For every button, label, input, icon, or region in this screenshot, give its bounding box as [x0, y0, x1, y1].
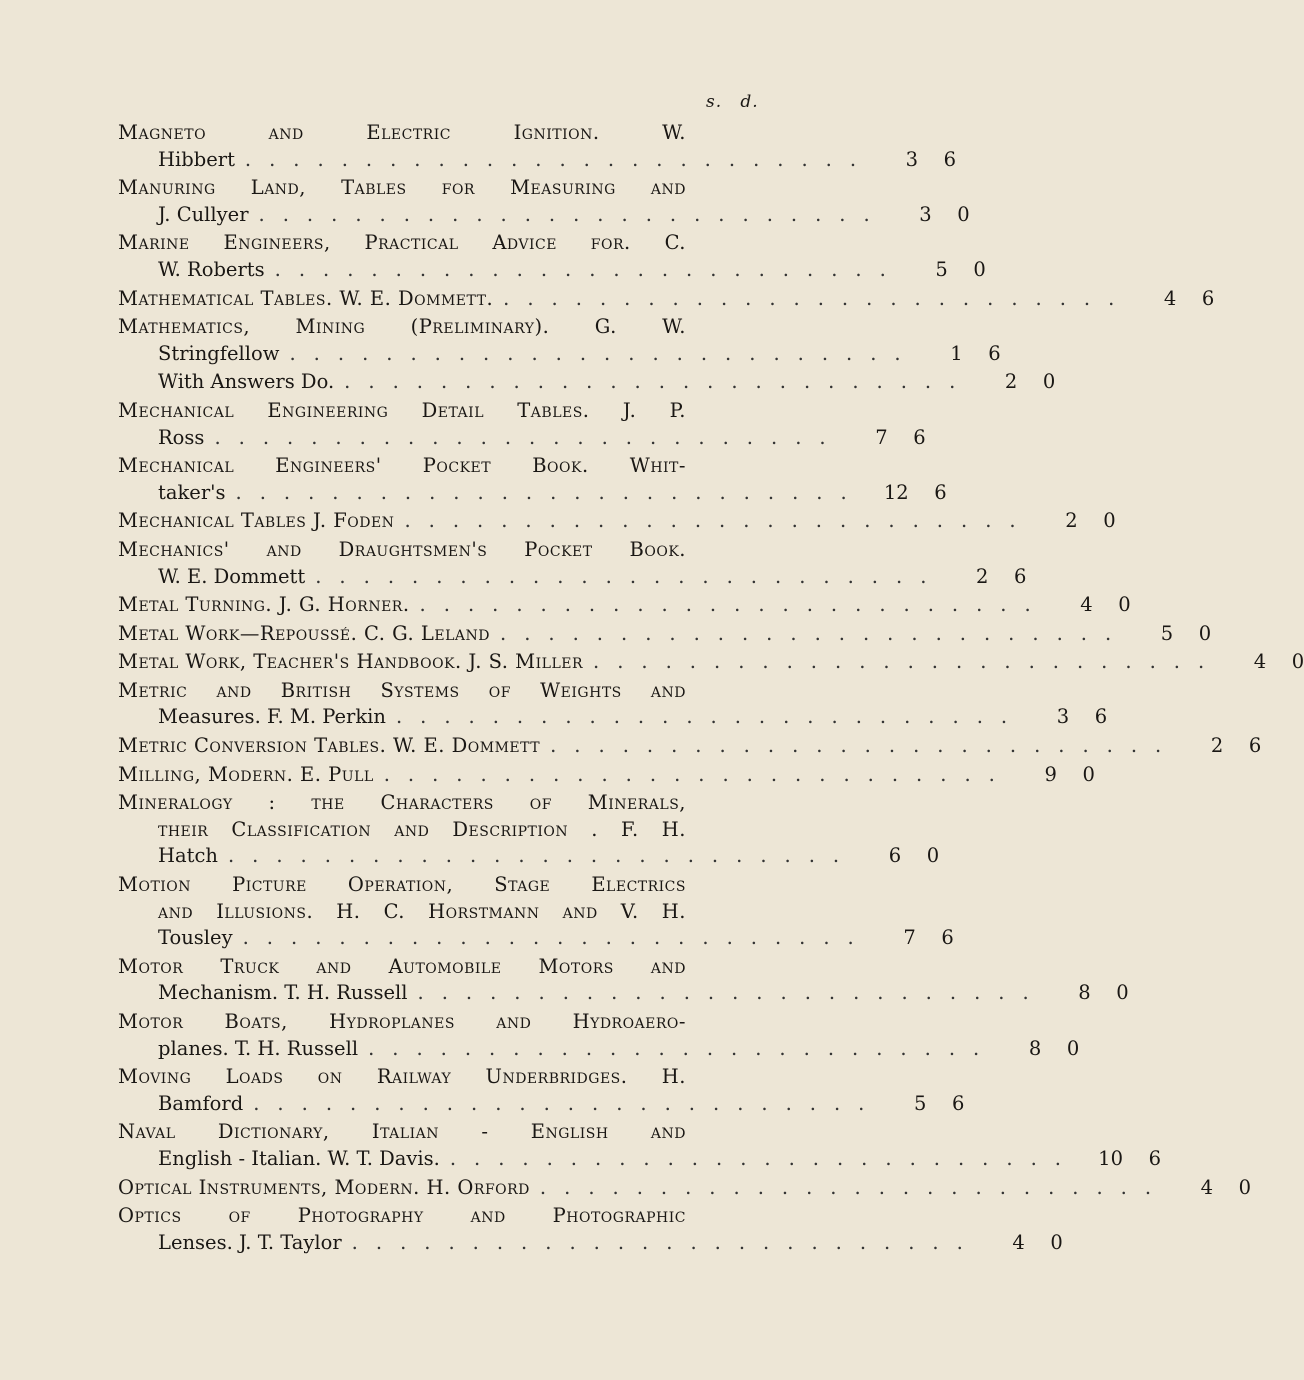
entry-continuation: Lenses. J. T. Taylor [158, 1230, 342, 1254]
dot-leader: .......................... [550, 734, 1180, 758]
price-shillings: 3 [1056, 705, 1070, 729]
entry-title-line [118, 872, 768, 899]
price-pence: 0 [1291, 650, 1304, 674]
entry-title-line [118, 1009, 768, 1036]
entry-title-line [118, 1119, 768, 1146]
price [1079, 1146, 1161, 1173]
price-pence: 6 [1248, 734, 1262, 758]
entry-title: Mathematics, Mining (Preliminary). G. W. [118, 315, 686, 339]
entry-price-line [118, 762, 1095, 789]
entry-title: Marine Engineers, Practical Advice for. C. [118, 231, 686, 255]
price-pence: 0 [1118, 593, 1131, 617]
entry-continuation: W. E. Dommett [158, 564, 306, 588]
entry-title: Optics of Photography and Photographic [118, 1204, 686, 1228]
entry-title: Metric Conversion Tables. W. E. Dommett [118, 734, 541, 758]
entry-continuation: planes. T. H. Russell [158, 1036, 359, 1060]
price-pence: 6 [934, 480, 947, 504]
dot-leader: .......................... [500, 621, 1130, 645]
entry-title-line [118, 1064, 768, 1091]
list-item [118, 1119, 1161, 1172]
list-item [118, 398, 926, 451]
price-pence: 0 [1050, 1230, 1063, 1254]
entry-price-line [118, 369, 1056, 396]
price-shillings: 8 [1028, 1036, 1042, 1060]
entry-price-line [118, 649, 1304, 676]
list-item [118, 314, 1001, 367]
dot-leader: .......................... [344, 370, 974, 394]
price [882, 1091, 964, 1118]
entry-price-line [118, 425, 926, 452]
entry-price-line [118, 508, 1116, 535]
list-item [118, 175, 970, 228]
dot-leader: .......................... [242, 926, 872, 950]
price-pence: 6 [913, 425, 926, 449]
price-shillings: 8 [1078, 981, 1091, 1005]
entry-title: Mineralogy : the Characters of Minerals, [118, 791, 686, 815]
price-shillings: 12 [883, 480, 909, 504]
price-pence: 6 [988, 341, 1001, 365]
entry-price-line [118, 1091, 965, 1118]
list-item [118, 621, 1212, 648]
price-pence: 0 [1082, 762, 1095, 786]
price [1013, 762, 1095, 789]
list-item [118, 762, 1095, 789]
price-pence: 0 [957, 202, 970, 226]
list-item [118, 872, 954, 952]
dot-leader: .......................... [503, 286, 1133, 310]
dot-leader: .......................... [593, 650, 1223, 674]
entry-continuation: taker's [158, 480, 226, 504]
dot-leader: .......................... [214, 425, 844, 449]
list-item [118, 453, 947, 506]
entry-continuation: J. Cullyer [158, 202, 249, 226]
entry-title: Magneto and Electric Ignition. W. [118, 121, 686, 144]
entry-price-line [118, 592, 1131, 619]
entry-price-line [118, 704, 1108, 731]
entry-title: Mechanical Engineers' Pocket Book. Whit- [118, 454, 686, 478]
dot-leader: .......................... [404, 509, 1034, 533]
entry-price-line [118, 564, 1027, 591]
entry-title: Optical Instruments, Modern. H. Orford [118, 1175, 530, 1199]
entry-price-line [118, 480, 947, 507]
entry-title-line [118, 314, 768, 341]
list-item [118, 537, 1027, 590]
price [872, 925, 954, 952]
list-item [118, 1175, 1252, 1202]
price-pence: 6 [1148, 1146, 1161, 1170]
price-shillings: 7 [875, 425, 888, 449]
entry-title-line [118, 1203, 768, 1230]
entry-title: Metric and British Systems of Weights and [118, 678, 686, 702]
dot-leader: .......................... [253, 1091, 883, 1115]
entry-title: Moving Loads on Railway Underbridges. H. [118, 1065, 686, 1089]
price-pence: 0 [1066, 1036, 1080, 1060]
price [919, 341, 1001, 368]
entry-price-line [118, 1146, 1161, 1173]
list-item [118, 369, 1056, 396]
dot-leader: .......................... [258, 202, 888, 226]
dot-leader: .......................... [274, 257, 904, 281]
entry-title: Mechanics' and Draughtsmen's Pocket Book. [118, 537, 686, 561]
price-shillings: 4 [1253, 650, 1267, 674]
dot-leader: .......................... [395, 705, 1026, 729]
dot-leader: .......................... [383, 762, 1013, 786]
list-item [118, 286, 1215, 313]
price-shillings: 1 [950, 341, 963, 365]
dot-leader: .......................... [449, 1146, 1079, 1170]
list-item [118, 1009, 1080, 1062]
price-pence: 0 [1198, 621, 1212, 645]
entry-title-line [118, 175, 768, 202]
price [874, 147, 956, 174]
entry-title: Mathematical Tables. W. E. Dommett. [118, 286, 494, 310]
price [1049, 592, 1131, 619]
price [1222, 649, 1304, 676]
entry-continuation: English - Italian. W. T. Davis. [158, 1146, 440, 1170]
entry-price-line [118, 147, 957, 174]
entry-title-line [118, 537, 768, 564]
price [1047, 980, 1129, 1007]
dot-leader: .......................... [539, 1175, 1170, 1199]
entry-price-line [118, 843, 940, 870]
entry-title: Motion Picture Operation, Stage Electrics [118, 873, 686, 897]
entry-price-line [118, 286, 1215, 313]
price [1025, 704, 1107, 731]
entry-continuation: Tousley [158, 926, 233, 950]
entry-title-line [118, 453, 768, 480]
list-item [118, 954, 1129, 1007]
entry-title: With Answers Do. [158, 370, 335, 394]
entry-title-line [118, 790, 768, 817]
entry-title: Motor Truck and Automobile Motors and [118, 954, 686, 978]
entry-continuation: Hibbert [158, 147, 235, 171]
price-shillings: 3 [905, 147, 919, 171]
price-shillings: 2 [975, 564, 989, 588]
entry-price-line [118, 341, 1001, 368]
price [888, 202, 970, 229]
price-shillings: 2 [1065, 509, 1078, 533]
price-shillings: 6 [888, 844, 902, 868]
entry-title: Metal Turning. J. G. Horner. [118, 593, 410, 617]
dot-leader: .......................... [227, 844, 858, 868]
price-shillings: 10 [1098, 1146, 1123, 1170]
entry-title: Manuring Land, Tables for Measuring and [118, 176, 686, 200]
price [1034, 508, 1116, 535]
list-item [118, 790, 940, 870]
price-pence: 6 [941, 926, 954, 950]
price-shillings: 4 [1012, 1230, 1025, 1254]
price-pence: 0 [973, 257, 986, 281]
entry-continuation: their Classification and Description . F. H. [158, 817, 686, 841]
price-shillings: 4 [1200, 1175, 1214, 1199]
entry-continuation: Mechanism. T. H. Russell [158, 981, 408, 1005]
price [1132, 286, 1214, 313]
entry-continuation: Ross [158, 425, 205, 449]
price-pence: 6 [1201, 286, 1215, 310]
price [904, 257, 986, 284]
price-shillings: 4 [1080, 593, 1093, 617]
price-shillings: 5 [913, 1091, 927, 1115]
price-pence: 6 [951, 1091, 965, 1115]
list-item [118, 1064, 965, 1117]
entry-continuation: Measures. F. M. Perkin [158, 705, 386, 729]
price-shillings: 2 [1210, 734, 1224, 758]
price-shillings: 3 [919, 202, 932, 226]
price-pence: 0 [926, 844, 940, 868]
entry-price-line [118, 1175, 1252, 1202]
price-pence: 0 [1116, 981, 1129, 1005]
entry-price-line [118, 733, 1262, 760]
price-pence: 0 [1103, 509, 1116, 533]
entry-title: Milling, Modern. E. Pull [118, 762, 374, 786]
entry-price-line [118, 980, 1129, 1007]
price-pence: 6 [943, 147, 957, 171]
price-pence: 0 [1238, 1175, 1252, 1199]
list-item [118, 508, 1116, 535]
list-item [118, 678, 1108, 731]
entry-title-line [118, 398, 768, 425]
entry-price-line [118, 257, 986, 284]
entry-title-line [118, 120, 768, 147]
entry-price-line [118, 925, 954, 952]
entry-continuation: Bamford [158, 1091, 244, 1115]
price-shillings: 9 [1044, 762, 1057, 786]
entry-continuation: W. Roberts [158, 257, 265, 281]
price-shillings: 5 [935, 257, 948, 281]
price [1179, 733, 1261, 760]
price-pence: 6 [1094, 705, 1108, 729]
entry-price-line [118, 1230, 1063, 1257]
price [844, 425, 926, 452]
dot-leader: .......................... [419, 593, 1049, 617]
price-pence: 6 [1013, 564, 1027, 588]
dot-leader: .......................... [244, 147, 875, 171]
entry-continuation: Stringfellow [158, 341, 280, 365]
dot-leader: .......................... [368, 1036, 998, 1060]
entry-title: Mechanical Tables J. Foden [118, 509, 395, 533]
book-list [118, 120, 1304, 1258]
list-item [118, 1203, 1063, 1256]
list-item [118, 649, 1304, 676]
price [997, 1036, 1079, 1063]
dot-leader: .......................... [235, 480, 865, 504]
price [865, 480, 947, 507]
price [944, 564, 1026, 591]
list-item [118, 733, 1262, 760]
entry-title: Metal Work, Teacher's Handbook. J. S. Miller [118, 650, 584, 674]
price [973, 369, 1055, 396]
price-pence: 0 [1042, 370, 1056, 394]
entry-price-line [118, 202, 970, 229]
entry-title-line [118, 899, 768, 926]
price-shillings: 2 [1004, 370, 1018, 394]
price [1169, 1175, 1251, 1202]
entry-price-line [118, 621, 1212, 648]
entry-title-line [118, 954, 768, 981]
entry-title: Metal Work—Repoussé. C. G. Leland [118, 621, 490, 645]
dot-leader: .......................... [315, 564, 945, 588]
list-item [118, 230, 986, 283]
entry-title: Motor Boats, Hydroplanes and Hydroaero- [118, 1010, 686, 1033]
list-item [118, 592, 1131, 619]
entry-title: Naval Dictionary, Italian - English and [118, 1120, 686, 1144]
price [1129, 621, 1211, 648]
entry-title-line [118, 817, 768, 844]
price [857, 843, 939, 870]
entry-title-line [118, 230, 768, 257]
pence-header: d. [740, 92, 759, 112]
list-item [118, 120, 957, 173]
entry-continuation: and Illusions. H. C. Horstmann and V. H. [158, 899, 686, 923]
price-column-header [706, 92, 759, 112]
entry-title: Mechanical Engineering Detail Tables. J. P. [118, 398, 686, 422]
entry-title-line [118, 678, 768, 705]
dot-leader: .......................... [289, 341, 919, 365]
price [981, 1230, 1063, 1257]
dot-leader: .......................... [417, 981, 1047, 1005]
price-shillings: 4 [1163, 286, 1177, 310]
entry-continuation: Hatch [158, 844, 218, 868]
price-shillings: 5 [1160, 621, 1174, 645]
entry-price-line [118, 1036, 1080, 1063]
shillings-header: s. [706, 92, 723, 112]
dot-leader: .......................... [351, 1230, 981, 1254]
price-shillings: 7 [903, 926, 916, 950]
